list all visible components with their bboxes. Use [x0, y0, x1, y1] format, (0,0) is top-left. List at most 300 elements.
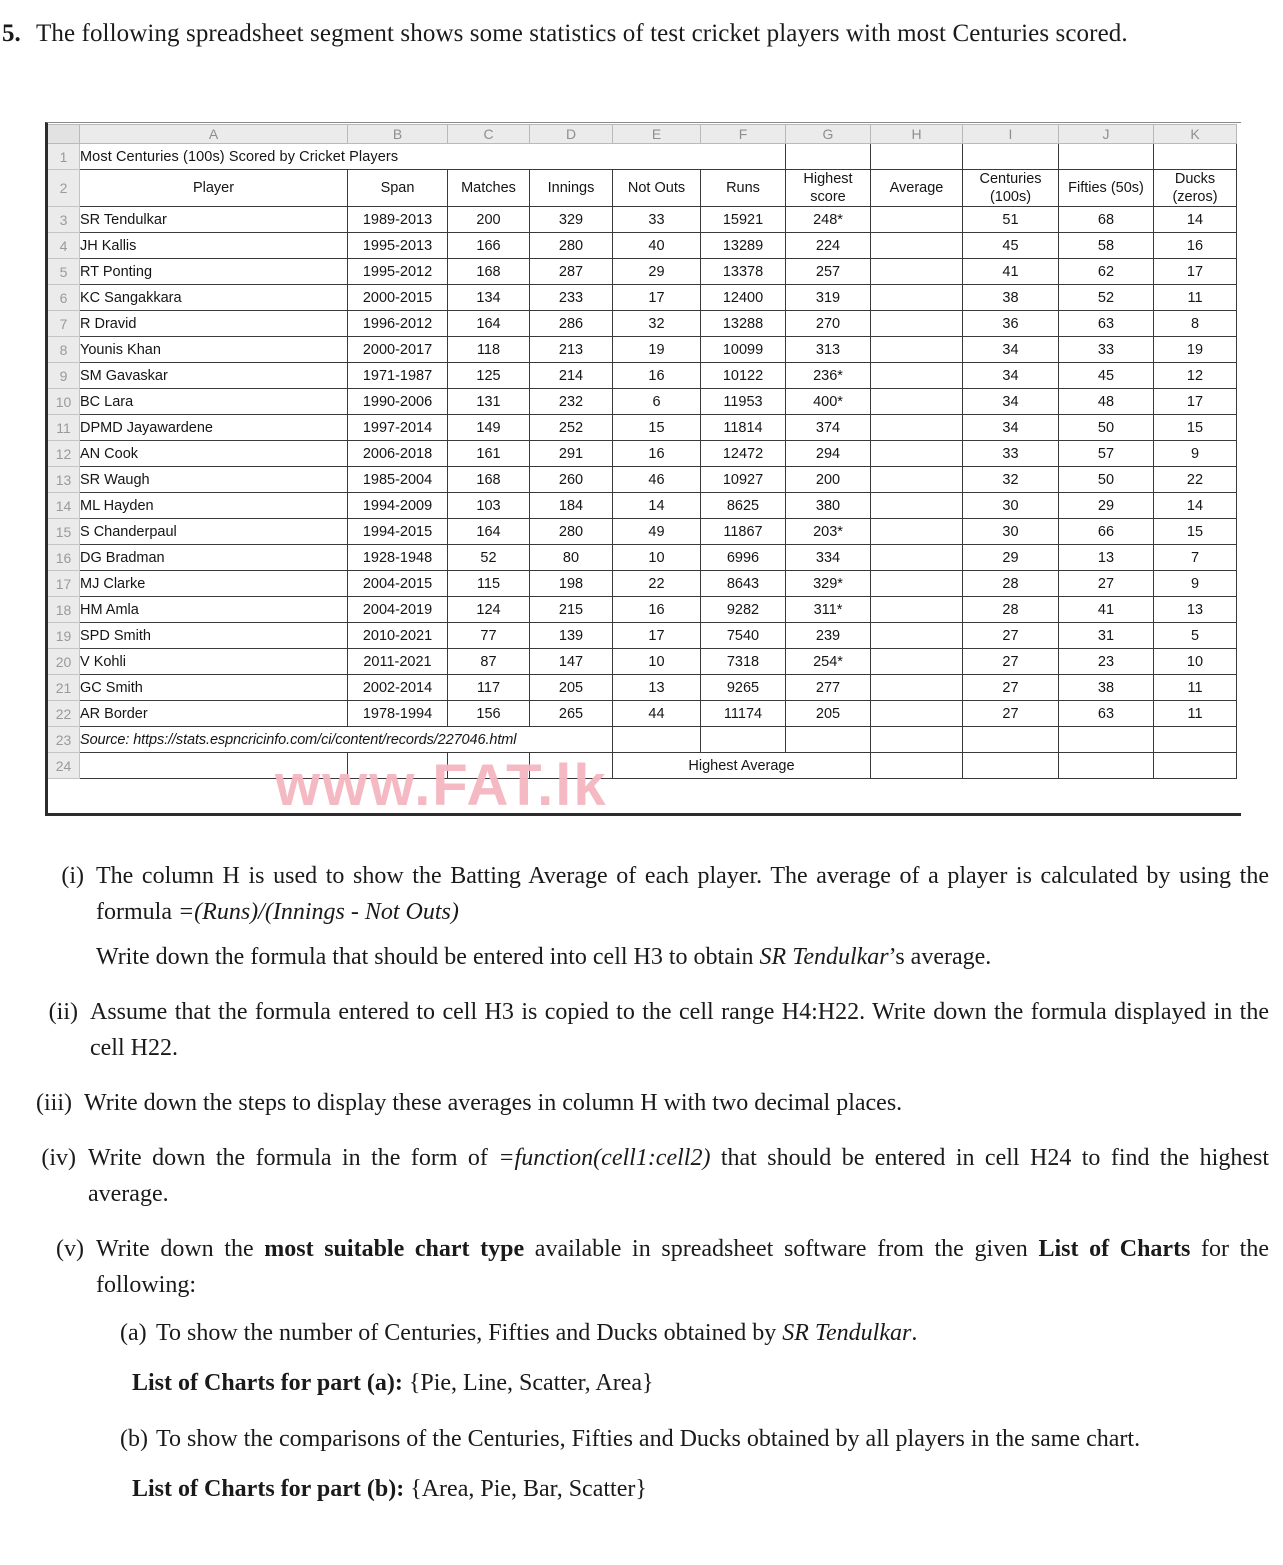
cell-span-row-16[interactable]: 1928-1948: [348, 545, 448, 571]
row-header-22[interactable]: 22: [48, 701, 80, 727]
cell-innings-row-6[interactable]: 233: [530, 285, 613, 311]
cell-fifties-row-9[interactable]: 45: [1059, 363, 1154, 389]
cell-centuries-row-16[interactable]: 29: [963, 545, 1059, 571]
cell-average-row-18[interactable]: [871, 597, 963, 623]
cell-innings-row-18[interactable]: 215: [530, 597, 613, 623]
cell-I24[interactable]: [963, 753, 1059, 779]
cell-not-outs-row-7[interactable]: 32: [613, 311, 701, 337]
cell-matches-row-15[interactable]: 164: [448, 519, 530, 545]
cell-not-outs-row-8[interactable]: 19: [613, 337, 701, 363]
cell-not-outs-row-4[interactable]: 40: [613, 233, 701, 259]
cell-highest-score-row-21[interactable]: 277: [786, 675, 871, 701]
cell-not-outs-row-15[interactable]: 49: [613, 519, 701, 545]
cell-ducks-row-20[interactable]: 10: [1154, 649, 1237, 675]
cell-centuries-row-4[interactable]: 45: [963, 233, 1059, 259]
cell-matches-row-18[interactable]: 124: [448, 597, 530, 623]
cell-average-row-15[interactable]: [871, 519, 963, 545]
header-average[interactable]: Average: [871, 170, 963, 207]
cell-runs-row-13[interactable]: 10927: [701, 467, 786, 493]
cell-player-row-14[interactable]: ML Hayden: [80, 493, 348, 519]
cell-ducks-row-15[interactable]: 15: [1154, 519, 1237, 545]
cell-span-row-7[interactable]: 1996-2012: [348, 311, 448, 337]
cell-innings-row-16[interactable]: 80: [530, 545, 613, 571]
cell-average-row-4[interactable]: [871, 233, 963, 259]
cell-not-outs-row-17[interactable]: 22: [613, 571, 701, 597]
cell-fifties-row-6[interactable]: 52: [1059, 285, 1154, 311]
cell-average-row-13[interactable]: [871, 467, 963, 493]
cell-ducks-row-21[interactable]: 11: [1154, 675, 1237, 701]
cell-span-row-13[interactable]: 1985-2004: [348, 467, 448, 493]
cell-span-row-11[interactable]: 1997-2014: [348, 415, 448, 441]
row-header-10[interactable]: 10: [48, 389, 80, 415]
header-ducks[interactable]: [1154, 170, 1237, 207]
row-header-13[interactable]: 13: [48, 467, 80, 493]
cell-centuries-row-19[interactable]: 27: [963, 623, 1059, 649]
header-span[interactable]: Span: [348, 170, 448, 207]
cell-highest-score-row-15[interactable]: 203*: [786, 519, 871, 545]
cell-centuries-row-13[interactable]: 32: [963, 467, 1059, 493]
row-header-17[interactable]: 17: [48, 571, 80, 597]
table-row: [48, 441, 1237, 467]
row-header-9[interactable]: 9: [48, 363, 80, 389]
cell-runs-row-3[interactable]: 15921: [701, 207, 786, 233]
highest-average-label-cell[interactable]: Highest Average: [613, 753, 871, 779]
header-fifties[interactable]: Fifties (50s): [1059, 170, 1154, 207]
column-header-g[interactable]: G: [786, 125, 871, 144]
cell-player-row-15[interactable]: S Chanderpaul: [80, 519, 348, 545]
cell-average-row-11[interactable]: [871, 415, 963, 441]
column-header-f[interactable]: F: [701, 125, 786, 144]
cell-runs-row-11[interactable]: 11814: [701, 415, 786, 441]
cell-player-row-21[interactable]: GC Smith: [80, 675, 348, 701]
cell-innings-row-12[interactable]: 291: [530, 441, 613, 467]
cell-average-row-17[interactable]: [871, 571, 963, 597]
cell-highest-score-row-22[interactable]: 205: [786, 701, 871, 727]
cell-span-row-5[interactable]: 1995-2012: [348, 259, 448, 285]
cell-not-outs-row-10[interactable]: 6: [613, 389, 701, 415]
column-header-h[interactable]: H: [871, 125, 963, 144]
cell-not-outs-row-11[interactable]: 15: [613, 415, 701, 441]
cell-innings-row-11[interactable]: 252: [530, 415, 613, 441]
cell-average-row-16[interactable]: [871, 545, 963, 571]
select-all-corner[interactable]: [48, 125, 80, 144]
table-row: [48, 233, 1237, 259]
cell-highest-score-row-10[interactable]: 400*: [786, 389, 871, 415]
cell-highest-score-row-19[interactable]: 239: [786, 623, 871, 649]
cell-fifties-row-3[interactable]: 68: [1059, 207, 1154, 233]
cell-span-row-4[interactable]: 1995-2013: [348, 233, 448, 259]
cell-highest-score-row-9[interactable]: 236*: [786, 363, 871, 389]
table-row: [48, 675, 1237, 701]
cell-span-row-22[interactable]: 1978-1994: [348, 701, 448, 727]
cell-ducks-row-9[interactable]: 12: [1154, 363, 1237, 389]
cell-fifties-row-4[interactable]: 58: [1059, 233, 1154, 259]
cell-ducks-row-10[interactable]: 17: [1154, 389, 1237, 415]
cell-centuries-row-21[interactable]: 27: [963, 675, 1059, 701]
cell-average-row-10[interactable]: [871, 389, 963, 415]
cell-player-row-7[interactable]: R Dravid: [80, 311, 348, 337]
cell-centuries-row-17[interactable]: 28: [963, 571, 1059, 597]
cell-innings-row-9[interactable]: 214: [530, 363, 613, 389]
cell-not-outs-row-9[interactable]: 16: [613, 363, 701, 389]
part-v-text-b: available in spreadsheet software from the given: [524, 1236, 1039, 1262]
cell-innings-row-20[interactable]: 147: [530, 649, 613, 675]
cell-span-row-3[interactable]: 1989-2013: [348, 207, 448, 233]
header-highest-score[interactable]: [786, 170, 871, 207]
row-header-18[interactable]: 18: [48, 597, 80, 623]
row-header-12[interactable]: 12: [48, 441, 80, 467]
cell-fifties-row-11[interactable]: 50: [1059, 415, 1154, 441]
cell-player-row-11[interactable]: DPMD Jayawardene: [80, 415, 348, 441]
cell-centuries-row-3[interactable]: 51: [963, 207, 1059, 233]
cell-not-outs-row-13[interactable]: 46: [613, 467, 701, 493]
cell-centuries-row-11[interactable]: 34: [963, 415, 1059, 441]
cell-ducks-row-8[interactable]: 19: [1154, 337, 1237, 363]
cell-ducks-row-17[interactable]: 9: [1154, 571, 1237, 597]
cell-runs-row-17[interactable]: 8643: [701, 571, 786, 597]
table-row: [48, 415, 1237, 441]
cell-ducks-row-11[interactable]: 15: [1154, 415, 1237, 441]
column-header-d[interactable]: D: [530, 125, 613, 144]
cell-span-row-14[interactable]: 1994-2009: [348, 493, 448, 519]
cell-runs-row-22[interactable]: 11174: [701, 701, 786, 727]
cell-matches-row-5[interactable]: 168: [448, 259, 530, 285]
cell-innings-row-21[interactable]: 205: [530, 675, 613, 701]
cell-runs-row-20[interactable]: 7318: [701, 649, 786, 675]
cell-ducks-row-22[interactable]: 11: [1154, 701, 1237, 727]
cell-ducks-row-7[interactable]: 8: [1154, 311, 1237, 337]
cell-fifties-row-14[interactable]: 29: [1059, 493, 1154, 519]
row-header-5[interactable]: 5: [48, 259, 80, 285]
column-header-c[interactable]: C: [448, 125, 530, 144]
cell-span-row-19[interactable]: 2010-2021: [348, 623, 448, 649]
row-header-14[interactable]: 14: [48, 493, 80, 519]
cell-span-row-6[interactable]: 2000-2015: [348, 285, 448, 311]
header-matches[interactable]: Matches: [448, 170, 530, 207]
cell-fifties-row-17[interactable]: 27: [1059, 571, 1154, 597]
cell-player-row-18[interactable]: HM Amla: [80, 597, 348, 623]
cell-J23[interactable]: [1059, 727, 1154, 753]
cell-player-row-9[interactable]: SM Gavaskar: [80, 363, 348, 389]
cell-centuries-row-14[interactable]: 30: [963, 493, 1059, 519]
cell-matches-row-9[interactable]: 125: [448, 363, 530, 389]
cell-player-row-3[interactable]: SR Tendulkar: [80, 207, 348, 233]
cell-not-outs-row-6[interactable]: 17: [613, 285, 701, 311]
cell-fifties-row-16[interactable]: 13: [1059, 545, 1154, 571]
cell-average-row-6[interactable]: [871, 285, 963, 311]
cell-centuries-row-18[interactable]: 28: [963, 597, 1059, 623]
cell-centuries-row-10[interactable]: 34: [963, 389, 1059, 415]
cell-runs-row-14[interactable]: 8625: [701, 493, 786, 519]
row-header-16[interactable]: 16: [48, 545, 80, 571]
cell-matches-row-8[interactable]: 118: [448, 337, 530, 363]
cell-average-row-8[interactable]: [871, 337, 963, 363]
cell-highest-score-row-8[interactable]: 313: [786, 337, 871, 363]
cell-highest-score-row-3[interactable]: 248*: [786, 207, 871, 233]
cell-fifties-row-12[interactable]: 57: [1059, 441, 1154, 467]
cell-I23[interactable]: [963, 727, 1059, 753]
cell-average-row-20[interactable]: [871, 649, 963, 675]
cell-fifties-row-8[interactable]: 33: [1059, 337, 1154, 363]
cell-matches-row-14[interactable]: 103: [448, 493, 530, 519]
cell-D24[interactable]: [530, 753, 613, 779]
row-header-20[interactable]: 20: [48, 649, 80, 675]
cell-highest-score-row-13[interactable]: 200: [786, 467, 871, 493]
part-i-text-b: Write down the formula that should be entered into cell H3 to obtain: [96, 944, 760, 970]
cell-innings-row-13[interactable]: 260: [530, 467, 613, 493]
header-player[interactable]: Player: [80, 170, 348, 207]
cell-ducks-row-16[interactable]: 7: [1154, 545, 1237, 571]
cell-fifties-row-18[interactable]: 41: [1059, 597, 1154, 623]
cell-average-row-22[interactable]: [871, 701, 963, 727]
cell-innings-row-3[interactable]: 329: [530, 207, 613, 233]
row-header-11[interactable]: 11: [48, 415, 80, 441]
cell-centuries-row-6[interactable]: 38: [963, 285, 1059, 311]
cell-J24[interactable]: [1059, 753, 1154, 779]
cell-span-row-12[interactable]: 2006-2018: [348, 441, 448, 467]
cell-ducks-row-3[interactable]: 14: [1154, 207, 1237, 233]
cell-span-row-18[interactable]: 2004-2019: [348, 597, 448, 623]
cell-innings-row-10[interactable]: 232: [530, 389, 613, 415]
cell-highest-score-row-18[interactable]: 311*: [786, 597, 871, 623]
column-header-k[interactable]: K: [1154, 125, 1237, 144]
cell-runs-row-5[interactable]: 13378: [701, 259, 786, 285]
row-header-8[interactable]: 8: [48, 337, 80, 363]
cell-ducks-row-4[interactable]: 16: [1154, 233, 1237, 259]
row-header-4[interactable]: 4: [48, 233, 80, 259]
row-header-15[interactable]: 15: [48, 519, 80, 545]
cell-matches-row-19[interactable]: 77: [448, 623, 530, 649]
cell-innings-row-14[interactable]: 184: [530, 493, 613, 519]
cell-ducks-row-13[interactable]: 22: [1154, 467, 1237, 493]
part-v-a-text-a: To show the number of Centuries, Fifties and Ducks obtained by: [156, 1320, 783, 1346]
header-innings[interactable]: Innings: [530, 170, 613, 207]
part-v-a-body: [156, 1315, 1269, 1351]
cell-centuries-row-12[interactable]: 33: [963, 441, 1059, 467]
cell-runs-row-16[interactable]: 6996: [701, 545, 786, 571]
row-header-1[interactable]: 1: [48, 144, 80, 170]
cell-runs-row-18[interactable]: 9282: [701, 597, 786, 623]
cell-runs-row-12[interactable]: 12472: [701, 441, 786, 467]
cell-ducks-row-18[interactable]: 13: [1154, 597, 1237, 623]
cell-matches-row-17[interactable]: 115: [448, 571, 530, 597]
cell-player-row-17[interactable]: MJ Clarke: [80, 571, 348, 597]
row-header-21[interactable]: 21: [48, 675, 80, 701]
cell-fifties-row-19[interactable]: 31: [1059, 623, 1154, 649]
row-header-7[interactable]: 7: [48, 311, 80, 337]
question-stem: [0, 14, 1283, 54]
cell-highest-score-row-5[interactable]: 257: [786, 259, 871, 285]
cell-player-row-20[interactable]: V Kohli: [80, 649, 348, 675]
cell-runs-row-21[interactable]: 9265: [701, 675, 786, 701]
cell-H23[interactable]: [871, 727, 963, 753]
cell-average-row-12[interactable]: [871, 441, 963, 467]
cell-E23[interactable]: [613, 727, 701, 753]
cell-centuries-row-15[interactable]: 30: [963, 519, 1059, 545]
cell-average-row-19[interactable]: [871, 623, 963, 649]
cell-K24[interactable]: [1154, 753, 1237, 779]
header-not-outs[interactable]: Not Outs: [613, 170, 701, 207]
cell-average-row-3[interactable]: [871, 207, 963, 233]
row-header-6[interactable]: 6: [48, 285, 80, 311]
cell-H1[interactable]: [871, 144, 963, 170]
cell-fifties-row-15[interactable]: 66: [1059, 519, 1154, 545]
cell-span-row-8[interactable]: 2000-2017: [348, 337, 448, 363]
cell-highest-score-row-20[interactable]: 254*: [786, 649, 871, 675]
cell-not-outs-row-21[interactable]: 13: [613, 675, 701, 701]
cell-runs-row-9[interactable]: 10122: [701, 363, 786, 389]
cell-not-outs-row-16[interactable]: 10: [613, 545, 701, 571]
cell-not-outs-row-22[interactable]: 44: [613, 701, 701, 727]
row-header-3[interactable]: 3: [48, 207, 80, 233]
cell-K1[interactable]: [1154, 144, 1237, 170]
cell-highest-score-row-12[interactable]: 294: [786, 441, 871, 467]
cell-innings-row-7[interactable]: 286: [530, 311, 613, 337]
cell-centuries-row-20[interactable]: 27: [963, 649, 1059, 675]
cell-span-row-15[interactable]: 1994-2015: [348, 519, 448, 545]
cell-not-outs-row-14[interactable]: 14: [613, 493, 701, 519]
cell-runs-row-15[interactable]: 11867: [701, 519, 786, 545]
cell-not-outs-row-3[interactable]: 33: [613, 207, 701, 233]
part-i-paragraph-1: [96, 858, 1269, 930]
cell-matches-row-6[interactable]: 134: [448, 285, 530, 311]
cell-average-row-5[interactable]: [871, 259, 963, 285]
cell-innings-row-17[interactable]: 198: [530, 571, 613, 597]
cell-ducks-row-5[interactable]: 17: [1154, 259, 1237, 285]
cell-matches-row-21[interactable]: 117: [448, 675, 530, 701]
row-header-23[interactable]: 23: [48, 727, 80, 753]
column-header-a[interactable]: A: [80, 125, 348, 144]
cell-player-row-5[interactable]: RT Ponting: [80, 259, 348, 285]
cell-player-row-8[interactable]: Younis Khan: [80, 337, 348, 363]
cell-highest-score-row-14[interactable]: 380: [786, 493, 871, 519]
row-header-2[interactable]: 2: [48, 170, 80, 207]
cell-highest-score-row-11[interactable]: 374: [786, 415, 871, 441]
cell-player-row-12[interactable]: AN Cook: [80, 441, 348, 467]
cell-matches-row-13[interactable]: 168: [448, 467, 530, 493]
cell-ducks-row-14[interactable]: 14: [1154, 493, 1237, 519]
cell-fifties-row-13[interactable]: 50: [1059, 467, 1154, 493]
cell-B24[interactable]: [348, 753, 448, 779]
cell-G23[interactable]: [786, 727, 871, 753]
cell-span-row-10[interactable]: 1990-2006: [348, 389, 448, 415]
cell-player-row-4[interactable]: JH Kallis: [80, 233, 348, 259]
cell-highest-score-row-7[interactable]: 270: [786, 311, 871, 337]
cell-innings-row-8[interactable]: 213: [530, 337, 613, 363]
cell-matches-row-4[interactable]: 166: [448, 233, 530, 259]
cell-average-row-14[interactable]: [871, 493, 963, 519]
cell-runs-row-6[interactable]: 12400: [701, 285, 786, 311]
cell-player-row-16[interactable]: DG Bradman: [80, 545, 348, 571]
cell-not-outs-row-12[interactable]: 16: [613, 441, 701, 467]
cell-K23[interactable]: [1154, 727, 1237, 753]
cell-fifties-row-22[interactable]: 63: [1059, 701, 1154, 727]
cell-player-row-22[interactable]: AR Border: [80, 701, 348, 727]
header-centuries[interactable]: [963, 170, 1059, 207]
cell-runs-row-4[interactable]: 13289: [701, 233, 786, 259]
cell-player-row-19[interactable]: SPD Smith: [80, 623, 348, 649]
cell-player-row-6[interactable]: KC Sangakkara: [80, 285, 348, 311]
cell-matches-row-16[interactable]: 52: [448, 545, 530, 571]
cell-ducks-row-12[interactable]: 9: [1154, 441, 1237, 467]
cell-matches-row-7[interactable]: 164: [448, 311, 530, 337]
cell-matches-row-22[interactable]: 156: [448, 701, 530, 727]
column-header-e[interactable]: E: [613, 125, 701, 144]
cell-A24[interactable]: [80, 753, 348, 779]
cell-not-outs-row-18[interactable]: 16: [613, 597, 701, 623]
cell-centuries-row-22[interactable]: 27: [963, 701, 1059, 727]
cell-matches-row-10[interactable]: 131: [448, 389, 530, 415]
cell-runs-row-7[interactable]: 13288: [701, 311, 786, 337]
sheet-title-cell[interactable]: Most Centuries (100s) Scored by Cricket Players: [80, 144, 786, 170]
cell-average-row-9[interactable]: [871, 363, 963, 389]
cell-runs-row-19[interactable]: 7540: [701, 623, 786, 649]
cell-span-row-20[interactable]: 2011-2021: [348, 649, 448, 675]
cell-highest-score-row-17[interactable]: 329*: [786, 571, 871, 597]
cell-ducks-row-19[interactable]: 5: [1154, 623, 1237, 649]
cell-matches-row-11[interactable]: 149: [448, 415, 530, 441]
cell-H24[interactable]: [871, 753, 963, 779]
cell-innings-row-15[interactable]: 280: [530, 519, 613, 545]
cell-average-row-7[interactable]: [871, 311, 963, 337]
cell-runs-row-10[interactable]: 11953: [701, 389, 786, 415]
source-note-cell[interactable]: Source: https://stats.espncricinfo.com/ci/content/records/227046.html: [80, 727, 613, 753]
cell-fifties-row-20[interactable]: 23: [1059, 649, 1154, 675]
column-header-i[interactable]: I: [963, 125, 1059, 144]
cell-centuries-row-7[interactable]: 36: [963, 311, 1059, 337]
row-header-24[interactable]: 24: [48, 753, 80, 779]
cell-centuries-row-9[interactable]: 34: [963, 363, 1059, 389]
cell-fifties-row-10[interactable]: 48: [1059, 389, 1154, 415]
header-runs[interactable]: Runs: [701, 170, 786, 207]
cell-span-row-9[interactable]: 1971-1987: [348, 363, 448, 389]
cell-runs-row-8[interactable]: 10099: [701, 337, 786, 363]
cell-fifties-row-21[interactable]: 38: [1059, 675, 1154, 701]
cell-span-row-21[interactable]: 2002-2014: [348, 675, 448, 701]
cell-highest-score-row-6[interactable]: 319: [786, 285, 871, 311]
cell-matches-row-12[interactable]: 161: [448, 441, 530, 467]
row-header-19[interactable]: 19: [48, 623, 80, 649]
cell-matches-row-3[interactable]: 200: [448, 207, 530, 233]
column-header-j[interactable]: J: [1059, 125, 1154, 144]
cell-innings-row-4[interactable]: 280: [530, 233, 613, 259]
cell-I1[interactable]: [963, 144, 1059, 170]
cell-matches-row-20[interactable]: 87: [448, 649, 530, 675]
cell-innings-row-5[interactable]: 287: [530, 259, 613, 285]
column-header-b[interactable]: B: [348, 125, 448, 144]
cell-not-outs-row-19[interactable]: 17: [613, 623, 701, 649]
cell-F23[interactable]: [701, 727, 786, 753]
cell-player-row-10[interactable]: BC Lara: [80, 389, 348, 415]
cell-highest-score-row-16[interactable]: 334: [786, 545, 871, 571]
cell-C24[interactable]: [448, 753, 530, 779]
cell-G1[interactable]: [786, 144, 871, 170]
cell-highest-score-row-4[interactable]: 224: [786, 233, 871, 259]
cell-span-row-17[interactable]: 2004-2015: [348, 571, 448, 597]
cell-fifties-row-7[interactable]: 63: [1059, 311, 1154, 337]
cell-not-outs-row-20[interactable]: 10: [613, 649, 701, 675]
cell-ducks-row-6[interactable]: 11: [1154, 285, 1237, 311]
cell-centuries-row-5[interactable]: 41: [963, 259, 1059, 285]
cell-centuries-row-8[interactable]: 34: [963, 337, 1059, 363]
cell-innings-row-19[interactable]: 139: [530, 623, 613, 649]
cell-J1[interactable]: [1059, 144, 1154, 170]
cell-player-row-13[interactable]: SR Waugh: [80, 467, 348, 493]
cell-average-row-21[interactable]: [871, 675, 963, 701]
cell-innings-row-22[interactable]: 265: [530, 701, 613, 727]
cell-not-outs-row-5[interactable]: 29: [613, 259, 701, 285]
cell-fifties-row-5[interactable]: 62: [1059, 259, 1154, 285]
